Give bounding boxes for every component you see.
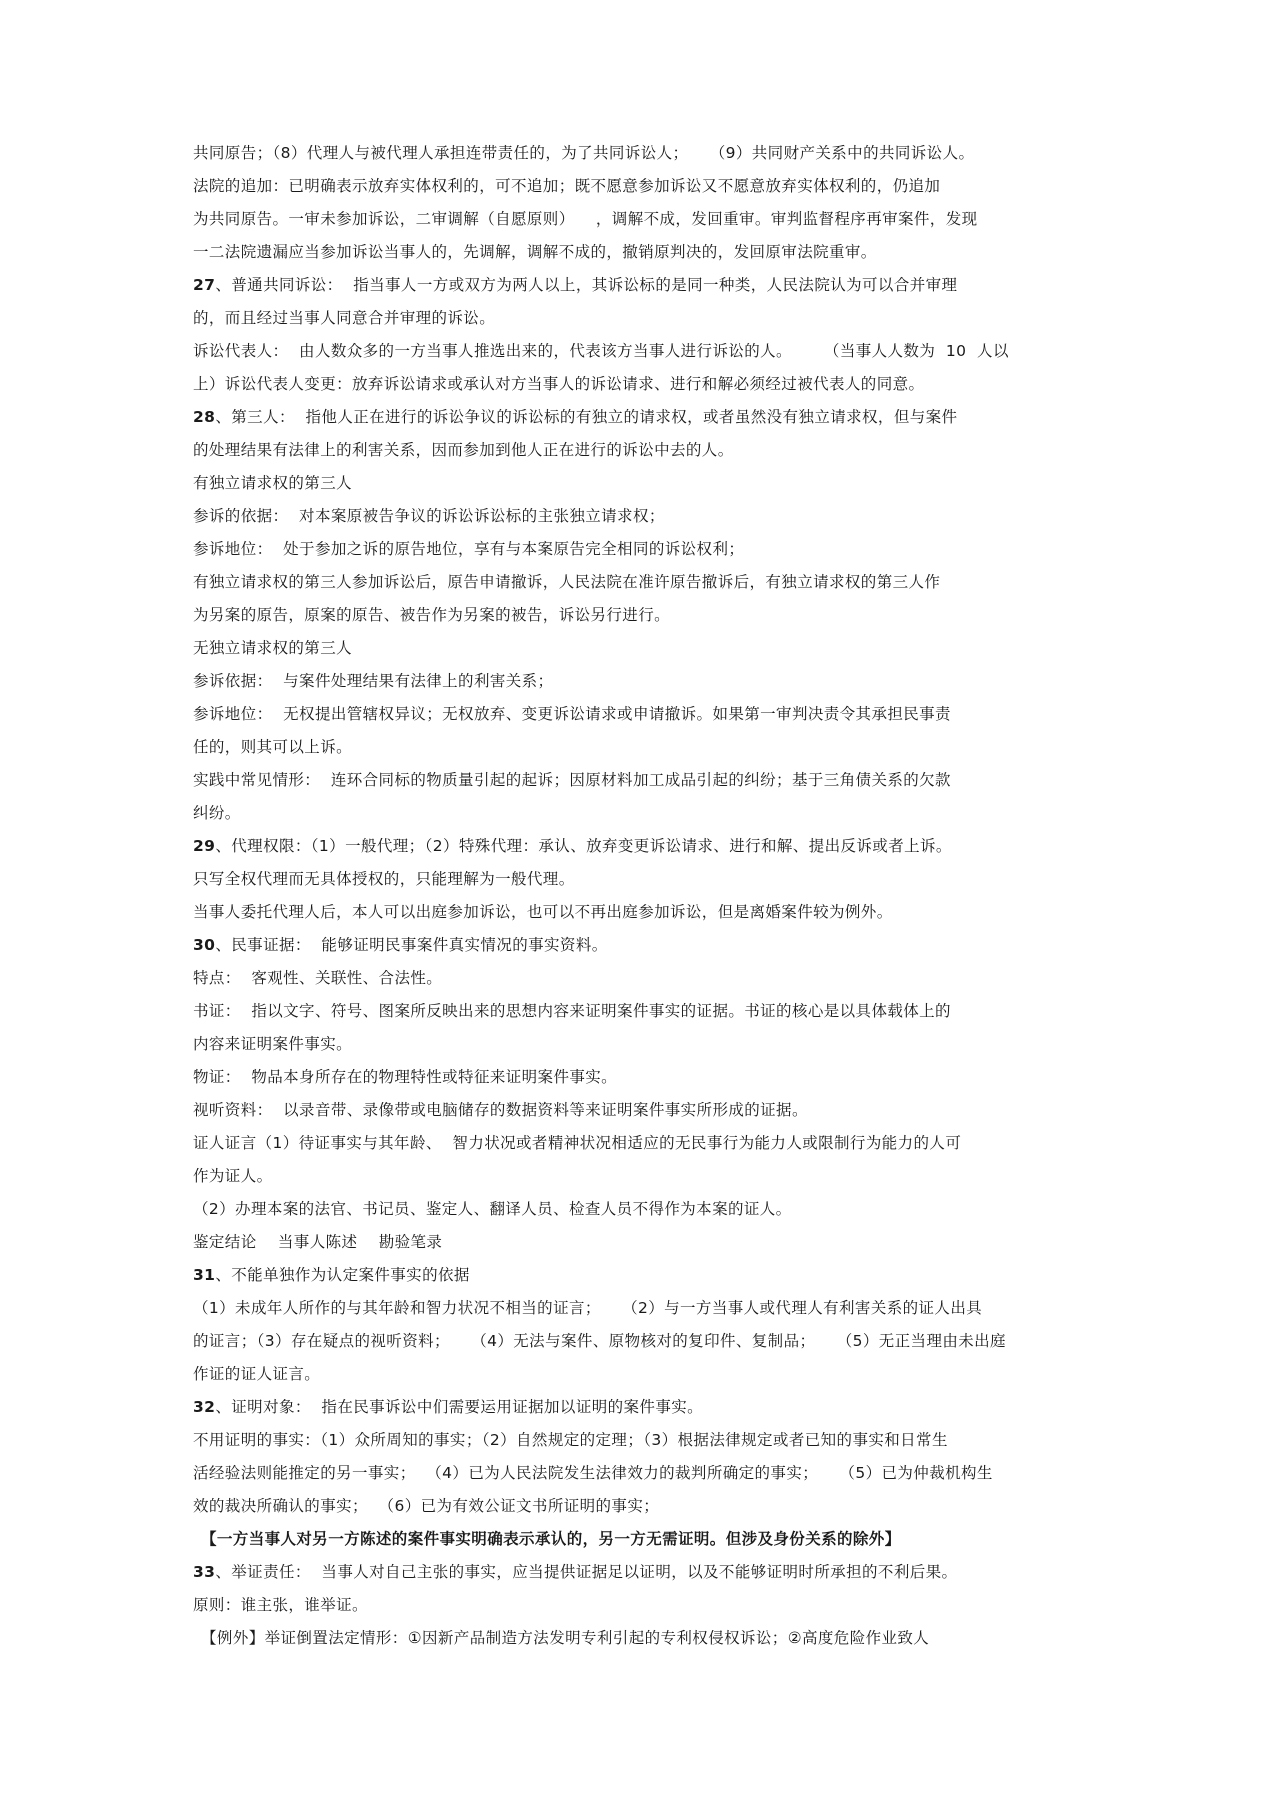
text-line: 【例外】举证倒置法定情形：①因新产品制造方法发明专利引起的专利权侵权诉讼；②高度危险作业致人 [201, 1629, 930, 1647]
section-number: 27 [193, 276, 216, 294]
text-line: 证人证言（1）待证事实与其年龄、 智力状况或者精神状况相适应的无民事行为能力人或限制行为能力的人可 [193, 1134, 962, 1152]
text-line: 诉讼代表人： 由人数众多的一方当事人推选出来的，代表该方当事人进行诉讼的人。 （当事人人数为 10 人以 [193, 342, 1009, 360]
section-number: 30 [193, 936, 216, 954]
section-31-heading [193, 1265, 470, 1285]
text-line: 参诉的依据： 对本案原被告争议的诉讼诉讼标的主张独立请求权； [193, 507, 665, 525]
text-line: 共同原告；（8）代理人与被代理人承担连带责任的，为了共同诉讼人； （9）共同财产关系中的共同诉讼人。 [193, 144, 975, 162]
text-line: 、不能单独作为认定案件事实的依据 [215, 1266, 470, 1284]
section-32-heading [193, 1397, 703, 1417]
text-line: 、普通共同诉讼： 指当事人一方或双方为两人以上，其诉讼标的是同一种类，人民法院认为可以合并审理 [215, 276, 958, 294]
section-29-heading [193, 836, 952, 856]
text-line: 、代理权限：（1）一般代理；（2）特殊代理：承认、放弃变更诉讼请求、进行和解、提出反诉或者上诉。 [215, 837, 952, 855]
section-28-heading [193, 407, 957, 427]
text-line: 原则：谁主张，谁举证。 [193, 1596, 368, 1614]
text-line: 特点： 客观性、关联性、合法性。 [193, 969, 443, 987]
text-line: 的证言；（3）存在疑点的视听资料； （4）无法与案件、原物核对的复印件、复制品； （5）无正当理由未出庭 [193, 1332, 1006, 1350]
text-line: 任的，则其可以上诉。 [193, 738, 353, 756]
text-line: 活经验法则能推定的另一事实； （4）已为人民法院发生法律效力的裁判所确定的事实； （5）已为仲裁机构生 [193, 1464, 993, 1482]
section-number: 29 [193, 837, 216, 855]
text-line: 物证： 物品本身所存在的物理特性或特征来证明案件事实。 [193, 1068, 618, 1086]
text-line: 为另案的原告，原案的原告、被告作为另案的被告，诉讼另行进行。 [193, 606, 671, 624]
text-line: （1）未成年人所作的与其年龄和智力状况不相当的证言； （2）与一方当事人或代理人有利害关系的证人出具 [193, 1299, 983, 1317]
text-line: 的处理结果有法律上的利害关系，因而参加到他人正在进行的诉讼中去的人。 [193, 441, 734, 459]
section-33-heading [193, 1562, 957, 1582]
text-line: 鉴定结论 当事人陈述 勘验笔录 [193, 1233, 443, 1251]
text-line: 内容来证明案件事实。 [193, 1035, 353, 1053]
text-line: （2）办理本案的法官、书记员、鉴定人、翻译人员、检查人员不得作为本案的证人。 [193, 1200, 792, 1218]
text-line: 的，而且经过当事人同意合并审理的诉讼。 [193, 309, 496, 327]
text-line: 只写全权代理而无具体授权的，只能理解为一般代理。 [193, 870, 575, 888]
section-number: 32 [193, 1398, 216, 1416]
text-line: 上）诉讼代表人变更：放弃诉讼请求或承认对方当事人的诉讼请求、进行和解必须经过被代表人的同意。 [193, 375, 925, 393]
text-line: 实践中常见情形： 连环合同标的物质量引起的起诉；因原材料加工成品引起的纠纷；基于三角债关系的欠款 [193, 771, 951, 789]
text-line: 纠纷。 [193, 804, 241, 822]
text-line: 【一方当事人对另一方陈述的案件事实明确表示承认的，另一方无需证明。但涉及身份关系的除外】 [201, 1530, 901, 1548]
text-line: 当事人委托代理人后，本人可以出庭参加诉讼，也可以不再出庭参加诉讼，但是离婚案件较为例外。 [193, 903, 893, 921]
text-line: 作证的证人证言。 [193, 1365, 321, 1383]
text-line: 为共同原告。一审未参加诉讼，二审调解（自愿原则） ，调解不成，发回重审。审判监督程序再审案件，发现 [193, 210, 978, 228]
text-line: 书证： 指以文字、符号、图案所反映出来的思想内容来证明案件事实的证据。书证的核心是以具体载体上的 [193, 1002, 951, 1020]
section-number: 33 [193, 1563, 216, 1581]
section-27-heading [193, 275, 957, 295]
text-line: 、民事证据： 能够证明民事案件真实情况的事实资料。 [215, 936, 608, 954]
text-line: 、证明对象： 指在民事诉讼中们需要运用证据加以证明的案件事实。 [215, 1398, 704, 1416]
text-line: 、第三人： 指他人正在进行的诉讼争议的诉讼标的有独立的请求权，或者虽然没有独立请求权，但与案件 [215, 408, 958, 426]
text-line: 视听资料： 以录音带、录像带或电脑储存的数据资料等来证明案件事实所形成的证据。 [193, 1101, 808, 1119]
text-line: 参诉地位： 无权提出管辖权异议；无权放弃、变更诉讼请求或申请撤诉。如果第一审判决责令其承担民事责 [193, 705, 951, 723]
text-line: 有独立请求权的第三人参加诉讼后，原告申请撤诉，人民法院在准许原告撤诉后，有独立请求权的第三人作 [193, 573, 941, 591]
text-line: 作为证人。 [193, 1167, 273, 1185]
text-line: 一二法院遗漏应当参加诉讼当事人的，先调解，调解不成的，撤销原判决的，发回原审法院重审。 [193, 243, 877, 261]
section-30-heading [193, 935, 608, 955]
text-line: 法院的追加：已明确表示放弃实体权利的，可不追加；既不愿意参加诉讼又不愿意放弃实体权利的，仍追加 [193, 177, 941, 195]
text-line: 有独立请求权的第三人 [193, 474, 353, 492]
section-number: 28 [193, 408, 216, 426]
section-number: 31 [193, 1266, 216, 1284]
text-line: 参诉依据： 与案件处理结果有法律上的利害关系； [193, 672, 554, 690]
text-line: 效的裁决所确认的事实； （6）已为有效公证文书所证明的事实； [193, 1497, 660, 1515]
text-line: 不用证明的事实：（1）众所周知的事实；（2）自然规定的定理；（3）根据法律规定或者已知的事实和日常生 [193, 1431, 948, 1449]
text-line: 无独立请求权的第三人 [193, 639, 353, 657]
text-line: 参诉地位： 处于参加之诉的原告地位，享有与本案原告完全相同的诉讼权利； [193, 540, 745, 558]
text-line: 、举证责任： 当事人对自己主张的事实，应当提供证据足以证明，以及不能够证明时所承担的不利后果。 [215, 1563, 958, 1581]
